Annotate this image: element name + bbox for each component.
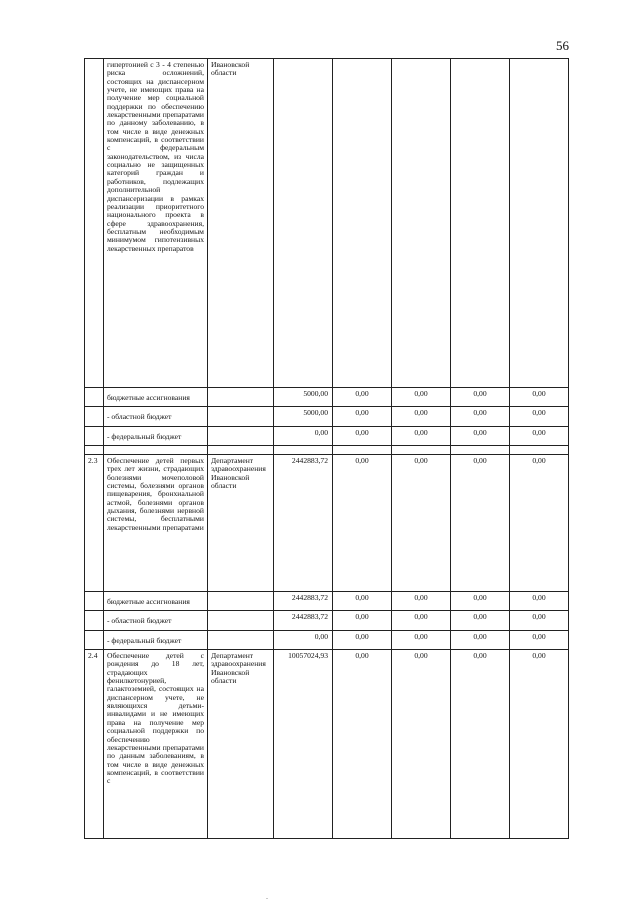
value-cell: 10057024,93 [274,650,333,839]
scan-mark: . [266,892,268,901]
table-row [85,650,569,839]
value-cell: 0,00 [451,426,510,445]
value-cell: 0,00 [510,426,569,445]
value-cell: 0,00 [451,388,510,407]
value-cell: 0,00 [392,407,451,426]
value-cell: 0,00 [274,426,333,445]
value-cell: 0,00 [510,650,569,839]
measure-description: гипертонией с 3 - 4 степенью риска осложнений, состоящих на диспансерном учете, не имеющих права на получение мер социальной поддержки по обеспечению лекарственными препаратами по данному заболеванию, в том числе в виде денежных компенсаций, в соответствии с федеральным законодательством, из числа социально не защищенных категорий граждан и работников, подлежащих дополнительной диспансеризации в рамках реализации приоритетного национального проекта в сфере здравоохранения, бесплатным необходимым минимумом гипотензивных лекарственных препаратов [104,59,208,388]
row-number: 2.4 [85,650,104,839]
measure-description: Обеспечение детей первых трех лет жизни, страдающих болезнями мочеполовой системы, болезнями органов пищеварения, бронхиальной астмой, болезнями органов дыхания, болезнями нервной системы, бесплатными лекарственными препаратами [104,455,208,592]
value-cell: 0,00 [451,592,510,611]
table-row [85,407,569,426]
value-cell: 0,00 [510,388,569,407]
table-row [85,388,569,407]
table-row [85,455,569,592]
value-cell: 0,00 [510,630,569,649]
row-number: 2.3 [85,455,104,592]
value-cell: 0,00 [333,426,392,445]
value-cell: 0,00 [510,407,569,426]
funding-label: бюджетные ассигнования [104,388,208,407]
value-cell: 0,00 [510,611,569,630]
value-cell: 0,00 [451,630,510,649]
value-cell: 2442883,72 [274,592,333,611]
table-row [85,592,569,611]
value-cell: 0,00 [392,611,451,630]
value-cell: 0,00 [451,611,510,630]
page-number: 56 [556,38,569,53]
measure-description: Обеспечение детей с рождения до 18 лет, страдающих фенилкетонурией, галактоземией, состоящих на диспансерном учете, не являющихся детьми-инвалидами и не имеющих права на получение мер социальной поддержки по обеспечению лекарственными препаратами по данным заболеваниям, в том числе в виде денежных компенсаций, в соответствии с [104,650,208,839]
value-cell: 0,00 [451,455,510,592]
value-cell: 0,00 [392,630,451,649]
value-cell: 0,00 [451,650,510,839]
value-cell: 0,00 [392,592,451,611]
table-row [85,59,569,388]
funding-label: - федеральный бюджет [104,630,208,649]
value-cell: 0,00 [333,455,392,592]
table-row [85,426,569,445]
value-cell: 0,00 [333,388,392,407]
value-cell: 2442883,72 [274,455,333,592]
funding-label: бюджетные ассигнования [104,592,208,611]
row-number [85,59,104,388]
program-table [84,58,569,839]
funding-label: - областной бюджет [104,611,208,630]
table-row [85,611,569,630]
funding-label: - федеральный бюджет [104,426,208,445]
value-cell: 5000,00 [274,388,333,407]
value-cell: 0,00 [451,407,510,426]
value-cell: 0,00 [510,455,569,592]
value-cell: 0,00 [333,630,392,649]
value-cell: 0,00 [333,592,392,611]
value-cell: 0,00 [392,388,451,407]
value-cell: 0,00 [510,592,569,611]
table-row [85,630,569,649]
value-cell: 0,00 [392,426,451,445]
value-cell: 0,00 [333,650,392,839]
value-cell: 0,00 [392,455,451,592]
value-cell: 0,00 [333,611,392,630]
value-cell: 0,00 [333,407,392,426]
executor: Департамент здравоохранения Ивановской области [208,455,274,592]
value-cell: 0,00 [392,650,451,839]
value-cell: 5000,00 [274,407,333,426]
executor: Ивановской области [208,59,274,388]
value-cell: 0,00 [274,630,333,649]
funding-label: - областной бюджет [104,407,208,426]
executor: Департамент здравоохранения Ивановской области [208,650,274,839]
value-cell: 2442883,72 [274,611,333,630]
